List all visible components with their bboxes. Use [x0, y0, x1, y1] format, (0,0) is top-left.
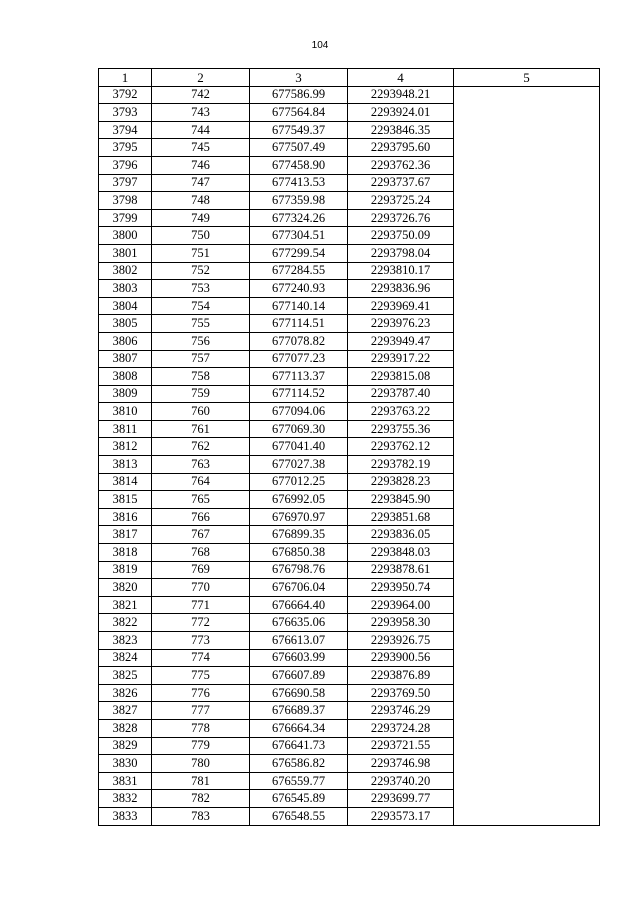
- table-cell: 2293746.29: [348, 702, 454, 720]
- table-cell: 2293878.61: [348, 561, 454, 579]
- table-cell: 2293950.74: [348, 579, 454, 597]
- table-cell: 2293917.22: [348, 350, 454, 368]
- table-cell: 3795: [99, 139, 152, 157]
- table-cell: 746: [152, 156, 250, 174]
- table-cell: 3825: [99, 667, 152, 685]
- table-cell: 676899.35: [250, 526, 348, 544]
- table-cell: 759: [152, 385, 250, 403]
- table-cell: 2293810.17: [348, 262, 454, 280]
- table-cell: 676664.40: [250, 596, 348, 614]
- table-header-row: [99, 69, 600, 87]
- table-cell: 751: [152, 244, 250, 262]
- table-cell: 2293926.75: [348, 632, 454, 650]
- table-cell: 2293845.90: [348, 491, 454, 509]
- table-cell: 756: [152, 332, 250, 350]
- table-cell: 3820: [99, 579, 152, 597]
- table-cell: 758: [152, 368, 250, 386]
- table-cell: 742: [152, 86, 250, 104]
- table-cell: 3798: [99, 192, 152, 210]
- table-cell: 2293851.68: [348, 508, 454, 526]
- table-cell: 2293737.67: [348, 174, 454, 192]
- table-cell: 2293900.56: [348, 649, 454, 667]
- table-cell: 3796: [99, 156, 152, 174]
- table-cell: 748: [152, 192, 250, 210]
- table-cell: 777: [152, 702, 250, 720]
- table-cell: 2293949.47: [348, 332, 454, 350]
- table-cell: 677564.84: [250, 104, 348, 122]
- table-cell: 676664.34: [250, 719, 348, 737]
- table-cell: 765: [152, 491, 250, 509]
- table-cell: 3826: [99, 684, 152, 702]
- table-cell: 2293828.23: [348, 473, 454, 491]
- table-cell: 768: [152, 544, 250, 562]
- table-cell: 2293848.03: [348, 544, 454, 562]
- column-header: 4: [348, 69, 454, 87]
- table-cell: 755: [152, 315, 250, 333]
- table-cell: 3792: [99, 86, 152, 104]
- table-cell: 2293846.35: [348, 121, 454, 139]
- table-cell: 2293769.50: [348, 684, 454, 702]
- table-cell: 760: [152, 403, 250, 421]
- table-cell: 775: [152, 667, 250, 685]
- table-cell: 3813: [99, 456, 152, 474]
- table-cell: 3818: [99, 544, 152, 562]
- table-cell: 2293876.89: [348, 667, 454, 685]
- table-cell: 771: [152, 596, 250, 614]
- table-cell: 677114.52: [250, 385, 348, 403]
- table-cell: 764: [152, 473, 250, 491]
- table-cell: 2293750.09: [348, 227, 454, 245]
- table-cell: 3802: [99, 262, 152, 280]
- table-cell: 2293795.60: [348, 139, 454, 157]
- table-cell: 676641.73: [250, 737, 348, 755]
- table-cell: 676706.04: [250, 579, 348, 597]
- table-cell: 2293948.21: [348, 86, 454, 104]
- table-cell: 677240.93: [250, 280, 348, 298]
- table-cell: 743: [152, 104, 250, 122]
- table-cell: 676970.97: [250, 508, 348, 526]
- table-cell: 762: [152, 438, 250, 456]
- table-cell: 3822: [99, 614, 152, 632]
- table-cell: 3823: [99, 632, 152, 650]
- table-cell: 3830: [99, 755, 152, 773]
- table-cell: 677114.51: [250, 315, 348, 333]
- column-header: 3: [250, 69, 348, 87]
- table-cell: 774: [152, 649, 250, 667]
- table-cell: 677041.40: [250, 438, 348, 456]
- table-cell: 677413.53: [250, 174, 348, 192]
- table-cell: 677027.38: [250, 456, 348, 474]
- table-cell: 3811: [99, 420, 152, 438]
- table-cell: 677549.37: [250, 121, 348, 139]
- table-cell: 2293755.36: [348, 420, 454, 438]
- table-cell: 677458.90: [250, 156, 348, 174]
- table-cell: 2293964.00: [348, 596, 454, 614]
- table-cell: 677299.54: [250, 244, 348, 262]
- table-cell: 2293782.19: [348, 456, 454, 474]
- table-cell: 745: [152, 139, 250, 157]
- table-cell: 3829: [99, 737, 152, 755]
- table-cell: 744: [152, 121, 250, 139]
- column-header: 2: [152, 69, 250, 87]
- table-cell: 2293725.24: [348, 192, 454, 210]
- table-cell: 676559.77: [250, 772, 348, 790]
- table-cell: 3803: [99, 280, 152, 298]
- page-number: 104: [311, 40, 329, 51]
- table-cell: 676690.58: [250, 684, 348, 702]
- table-cell: 3833: [99, 807, 152, 825]
- table-cell: 782: [152, 790, 250, 808]
- table-cell: 3797: [99, 174, 152, 192]
- table-cell: 676613.07: [250, 632, 348, 650]
- table-cell: 3814: [99, 473, 152, 491]
- table-cell: 3810: [99, 403, 152, 421]
- column-header: 5: [454, 69, 600, 87]
- table-cell: 676603.99: [250, 649, 348, 667]
- table-cell: 752: [152, 262, 250, 280]
- table-cell: 677113.37: [250, 368, 348, 386]
- table-cell: 3799: [99, 209, 152, 227]
- table-cell: 2293815.08: [348, 368, 454, 386]
- table-cell: 2293798.04: [348, 244, 454, 262]
- table-cell: 749: [152, 209, 250, 227]
- table-cell: 2293573.17: [348, 807, 454, 825]
- table-cell: 2293763.22: [348, 403, 454, 421]
- table-cell: 780: [152, 755, 250, 773]
- table-cell: 3807: [99, 350, 152, 368]
- table-cell: 676798.76: [250, 561, 348, 579]
- table-cell: 761: [152, 420, 250, 438]
- table-cell: 677078.82: [250, 332, 348, 350]
- table-cell: 677586.99: [250, 86, 348, 104]
- table-cell: 3817: [99, 526, 152, 544]
- table-row: [99, 86, 600, 104]
- table-cell: 677140.14: [250, 297, 348, 315]
- table-cell: 783: [152, 807, 250, 825]
- table-cell: 3801: [99, 244, 152, 262]
- table-cell: 2293762.12: [348, 438, 454, 456]
- table-cell: 2293976.23: [348, 315, 454, 333]
- table-cell: 2293740.20: [348, 772, 454, 790]
- table-cell: 2293958.30: [348, 614, 454, 632]
- table-cell: 677359.98: [250, 192, 348, 210]
- table-cell: 753: [152, 280, 250, 298]
- table-cell: 3832: [99, 790, 152, 808]
- table-cell: 3812: [99, 438, 152, 456]
- table-cell: 676635.06: [250, 614, 348, 632]
- table-cell: 3805: [99, 315, 152, 333]
- table-cell: 763: [152, 456, 250, 474]
- table-cell: 3821: [99, 596, 152, 614]
- table-cell: 676545.89: [250, 790, 348, 808]
- table-cell: 676992.05: [250, 491, 348, 509]
- table-cell: 747: [152, 174, 250, 192]
- table-cell: 3819: [99, 561, 152, 579]
- table-cell: 3794: [99, 121, 152, 139]
- table-cell: 677284.55: [250, 262, 348, 280]
- table-cell: 757: [152, 350, 250, 368]
- table-cell: 677304.51: [250, 227, 348, 245]
- table-cell: 677077.23: [250, 350, 348, 368]
- table-cell: 754: [152, 297, 250, 315]
- table-cell: 677507.49: [250, 139, 348, 157]
- table-cell: 770: [152, 579, 250, 597]
- table-cell: 677069.30: [250, 420, 348, 438]
- table-cell: 776: [152, 684, 250, 702]
- table-cell: 766: [152, 508, 250, 526]
- table-cell: 2293836.96: [348, 280, 454, 298]
- table-cell: 2293787.40: [348, 385, 454, 403]
- table-cell: 676850.38: [250, 544, 348, 562]
- table-cell-empty: [454, 86, 600, 825]
- table-cell: 781: [152, 772, 250, 790]
- table-cell: 677324.26: [250, 209, 348, 227]
- table-cell: 2293699.77: [348, 790, 454, 808]
- table-cell: 2293724.28: [348, 719, 454, 737]
- table-body: [99, 86, 600, 825]
- table-cell: 677012.25: [250, 473, 348, 491]
- table-cell: 677094.06: [250, 403, 348, 421]
- table-cell: 3816: [99, 508, 152, 526]
- table-cell: 3815: [99, 491, 152, 509]
- table-cell: 676607.89: [250, 667, 348, 685]
- table-cell: 676548.55: [250, 807, 348, 825]
- table-cell: 2293746.98: [348, 755, 454, 773]
- table-cell: 3831: [99, 772, 152, 790]
- table-cell: 2293726.76: [348, 209, 454, 227]
- table-cell: 769: [152, 561, 250, 579]
- table-cell: 778: [152, 719, 250, 737]
- table-cell: 2293924.01: [348, 104, 454, 122]
- table-cell: 767: [152, 526, 250, 544]
- table-cell: 2293969.41: [348, 297, 454, 315]
- table-cell: 3793: [99, 104, 152, 122]
- table-cell: 3808: [99, 368, 152, 386]
- column-header: 1: [99, 69, 152, 87]
- table-cell: 773: [152, 632, 250, 650]
- table-cell: 2293721.55: [348, 737, 454, 755]
- table-cell: 3800: [99, 227, 152, 245]
- table-cell: 2293836.05: [348, 526, 454, 544]
- table-cell: 779: [152, 737, 250, 755]
- coordinates-table: [98, 68, 600, 826]
- table-cell: 772: [152, 614, 250, 632]
- table-cell: 3827: [99, 702, 152, 720]
- table-cell: 3806: [99, 332, 152, 350]
- table-cell: 2293762.36: [348, 156, 454, 174]
- table-cell: 676586.82: [250, 755, 348, 773]
- table-cell: 3828: [99, 719, 152, 737]
- table-cell: 3804: [99, 297, 152, 315]
- table-cell: 750: [152, 227, 250, 245]
- table-cell: 3824: [99, 649, 152, 667]
- table-cell: 676689.37: [250, 702, 348, 720]
- table-cell: 3809: [99, 385, 152, 403]
